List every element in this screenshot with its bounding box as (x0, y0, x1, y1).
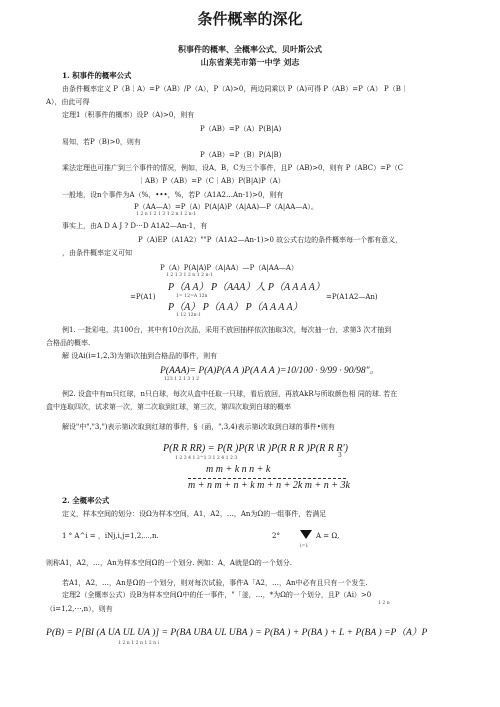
formula-ratio-left: =P(A1) (130, 293, 156, 301)
s2-p1: 则称A1，A2，…，An为样本空间Ω的一个划分. 例如：A，A就是Ω的一个划分. (46, 559, 292, 567)
formula-chain: P（AA—A）=P（A）P(A|A)P（A|AA)—P（A|AA—A）。 (134, 203, 318, 211)
formula-ratio-right: =P(A1A2—An) (326, 293, 378, 301)
s1-p3a: 乘法定理也可推广到三个事件的情况，例如，设A，B，C为三个事件，且P（AB)>0，则有 P（ABC）=P（C (62, 164, 404, 172)
formula-pab-2: P（AB）=P（B）P(A|B) (200, 151, 282, 159)
formula-product-sub: 1 2 1 3 1 2 n 1 2 n-1 (166, 273, 213, 278)
theorem2-b: （i=1,2,⋯,n），则有 (46, 605, 113, 613)
s1-p6: P（A)EP（A1A2）""P（A1A2—An-1)>0 故公式右边的条件概率每一个都有意义， (138, 236, 403, 244)
s2-cond2b: A = Ω, (316, 532, 340, 540)
s2-cond2-sub: i=1 (300, 544, 309, 549)
formula-pab-1: P（AB）=P（A）P(B|A) (200, 125, 282, 133)
section2-heading: 2. 全概率公式 (62, 496, 110, 505)
s1-p4: 一般地，设n个事件为A（%，•••，%，若P（A1A2…An-1)>0，则有 (62, 191, 284, 199)
section1-heading: 1. 积事件的概率公式 (62, 71, 132, 80)
theorem2-a: 定理2（全概率公式）设B为样本空间Ω中的任一事件，"「釜，…，*为Ω的一个划分，且P（Ai）>0 (62, 591, 372, 599)
s1-p3b: ｜AB）P（AB）=P（C｜AB）P(B|A)P（A） (138, 177, 285, 185)
s1-p7: ，由条件概率定义可知 (62, 249, 132, 257)
s1-p1b: A），由此可得 (46, 98, 90, 106)
s1-p1a: 由条件概率定义 P（B｜A）=P（AB）/P（A），P（A)>0，两边同乘以 P（A)可得 P（AB）=P（A） P（B｜ (62, 85, 408, 93)
example2-text1: 例2. 设盒中有m只红球，n只白球，每次从盒中任取一只球，看后放回，再放AkR与所取颜色相 同的球. 若在 (62, 390, 398, 398)
example2-fraction-den: m + n m + n + k m + n + 2k m + n + 3k (188, 480, 350, 491)
example1-formula-sub: 123 1 2 1 3 1 2 (164, 377, 200, 382)
s2-cond2: 2° (272, 532, 280, 540)
theorem1: 定理1（积事件的概率）设P（A)>0，则有 (62, 111, 195, 119)
example1-text1: 例1. 一批彩电，共100台，其中有10台次品，采用不放回抽样依次抽取3次，每次抽一台，求第3 次才抽到 (62, 326, 392, 334)
example2-formula: P(R R RR) = P(R )P(R \R )P(R R R )P(R R R') (163, 443, 348, 454)
example2-fraction-num: m m + k n n + k (206, 464, 271, 475)
example1-solution: 解 设Ai(i=1,2,3)为第i次抽到合格品的事件，则有 (62, 352, 218, 360)
union-symbol-icon (300, 530, 312, 539)
title: 条件概率的深化 (197, 10, 303, 28)
s2-def: 定义，样本空间的划分：设Ω为样本空间，A1，A2，…，An为Ω的一组事件，若满足 (62, 510, 327, 518)
total-probability-sub: 1 2 n 1 2 n 1 2 n i (118, 641, 160, 646)
formula-ratio-sub2: 1 12 12n-1 (176, 313, 201, 318)
author: 山东省莱芜市第一中学 刘志 (200, 57, 300, 67)
s1-p2: 易知，若P（B)>0，则有 (62, 138, 141, 146)
theorem2-sub: 1 2 n (378, 601, 390, 606)
total-probability-formula: P(B) = P[BI (A UA UL UA )] = P(BA UBA UL UBA ) = P(BA ) + P(BA ) + L + P(BA ) =P（A）P (46, 627, 428, 638)
formula-chain-sub: 1 2 n 1 2 1 3 1 2 n 1 2 n-1 (136, 212, 197, 217)
example1-text2: 合格品的概率. (46, 339, 91, 347)
s2-p2: 若A1，A2，…，An是Ω的一个划分，则对每次试验，事件A「A2，…，An中必有且只有一个发生. (62, 579, 368, 587)
formula-ratio-num: P（A A） P（AAA）人 P（A A A A） (168, 282, 325, 293)
formula-ratio-sub1: 1= 12=A 12n (176, 294, 208, 299)
s1-p5: 事实上，由A D A J ? D⋯D A1A2—An-1，有 (62, 222, 208, 230)
subtitle: 积事件的概率、全概率公式、贝叶斯公式 (178, 44, 322, 54)
s2-cond1: 1 ° A^i = ，iNj,i,j=1,2,⋯,n. (62, 532, 159, 540)
formula-ratio-den: P（A） P（A A） P（A A A A） (168, 302, 303, 313)
fraction-bar (188, 478, 346, 479)
formula-product: P（A）P(A|A)P（A|AA）—P（A|AA—A） (160, 264, 298, 272)
example1-formula: P(AAA)= P(A)P(A A )P(A A A )=10/100 · 9/99 · 90/98"。 (160, 366, 380, 376)
example2-text2: 盒中连取四次，试求第一次，第二次取到红球，第三次，第四次取到白球的概率 (46, 403, 291, 411)
example2-formula-sup: 3 (338, 452, 342, 459)
example2-formula-sub: 1 2 3 4 1 2^1 3 1 2 4 1 2 3 (175, 456, 238, 461)
example2-solution: 解设"中","3,")表示第i次取到红球的事件，§（函，",3,4)表示第i次取到白球的事件•则有 (62, 423, 335, 431)
